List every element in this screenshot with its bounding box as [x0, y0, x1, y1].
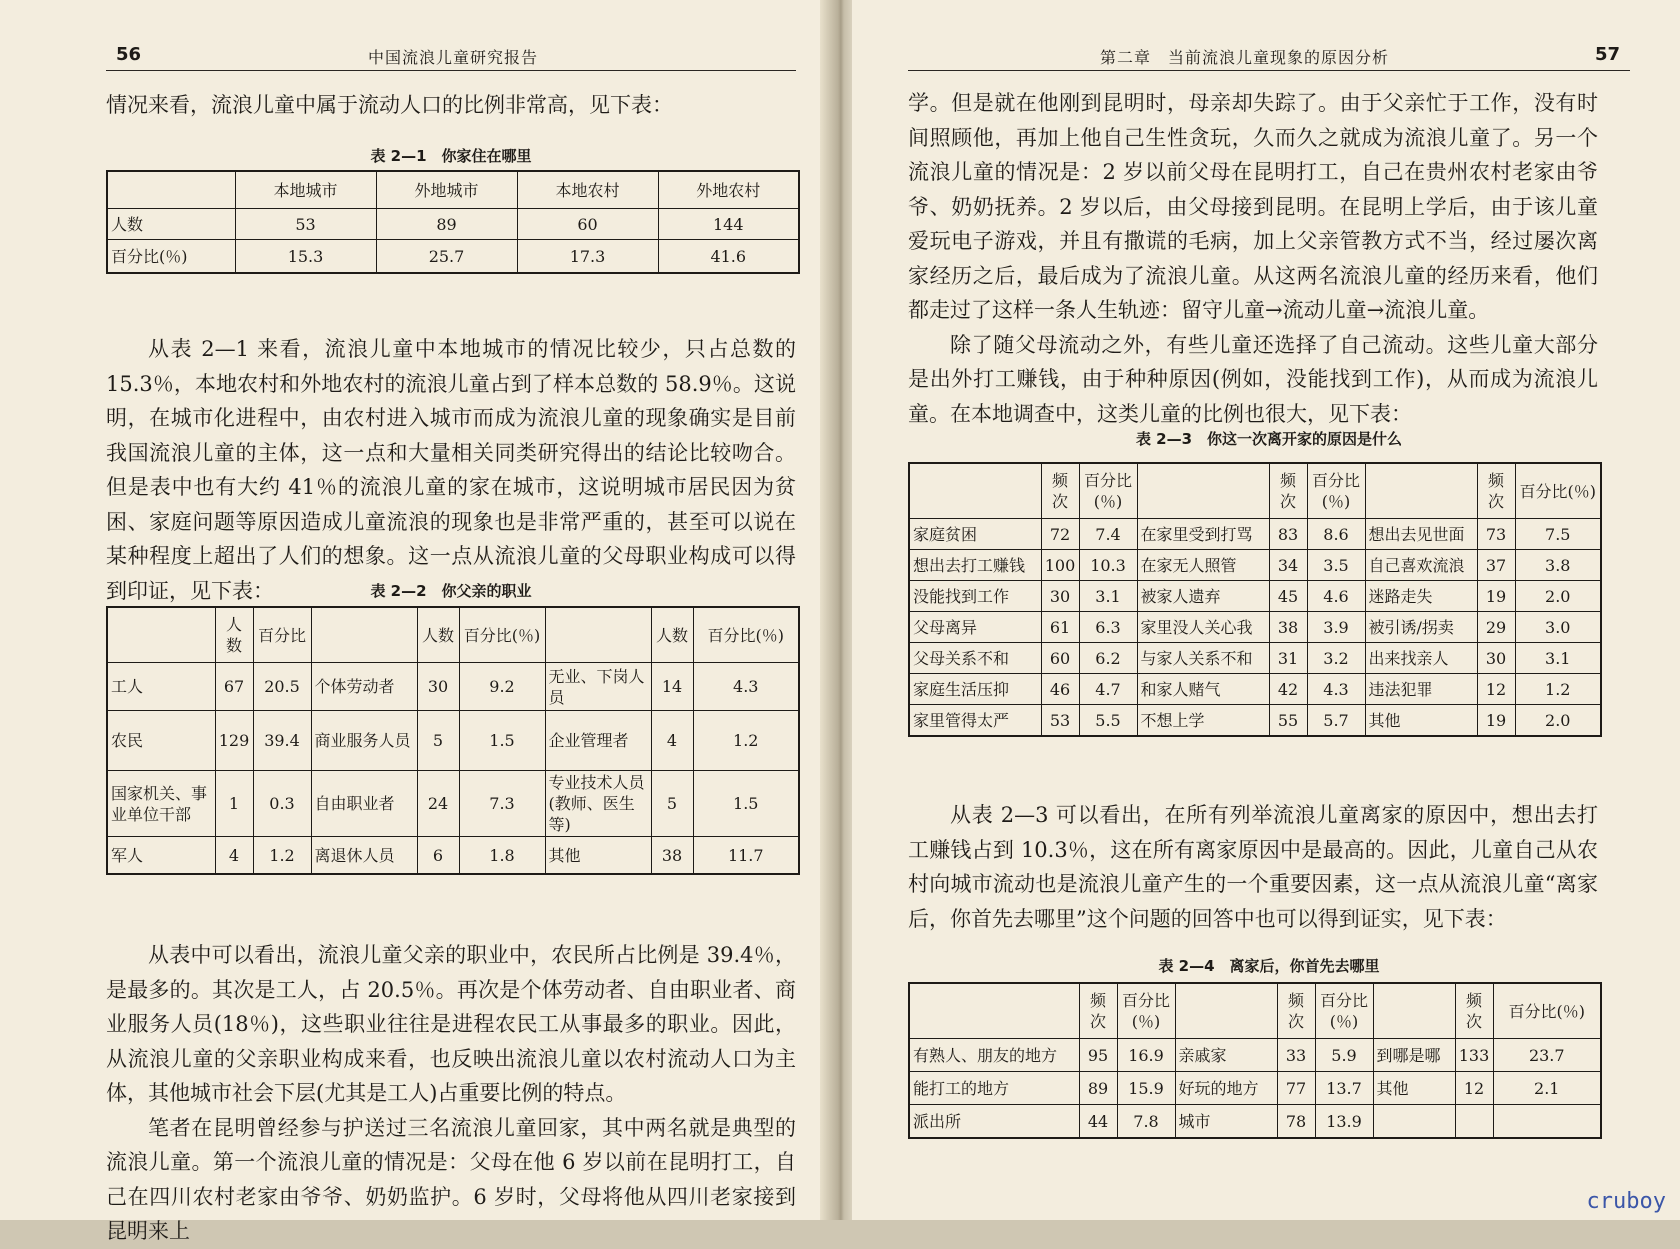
- table-caption: 表 2—1 你家住在哪里: [370, 147, 532, 165]
- table-cell: 父母关系不和: [909, 643, 1041, 674]
- table-row: [909, 674, 1601, 705]
- table-cell: 89: [1079, 1072, 1117, 1105]
- table-cell: 亲戚家: [1175, 1039, 1277, 1072]
- table-cell: 被家人遗弃: [1137, 581, 1269, 612]
- header-cell: [545, 607, 651, 663]
- header-cell: [909, 983, 1079, 1039]
- table-cell: 19: [1477, 705, 1515, 737]
- table-cell: 4.3: [1307, 674, 1365, 705]
- header-cell: [909, 463, 1041, 519]
- table-cell: 1.2: [1515, 674, 1601, 705]
- table-cell: 7.8: [1117, 1105, 1175, 1139]
- header-cell: [107, 607, 215, 663]
- table-cell: 家庭生活压抑: [909, 674, 1041, 705]
- running-title: 第二章 当前流浪儿童现象的原因分析: [1100, 48, 1390, 67]
- table-cell: 个体劳动者: [311, 663, 417, 711]
- table-cell: 人数: [107, 209, 235, 240]
- table-cell: 工人: [107, 663, 215, 711]
- table-cell: 14: [651, 663, 693, 711]
- table-cell: 3.2: [1307, 643, 1365, 674]
- table-caption: 表 2—3 你这一次离开家的原因是什么: [1135, 430, 1403, 448]
- table-caption: 表 2—2 你父亲的职业: [370, 582, 532, 600]
- header-cell: 百分比(％): [459, 607, 545, 663]
- table-cell: 38: [651, 837, 693, 875]
- table-cell: 13.9: [1315, 1105, 1373, 1139]
- table-row: [107, 209, 799, 240]
- table-cell: 国家机关、事业单位干部: [107, 771, 215, 837]
- header-cell: 频次: [1277, 983, 1315, 1039]
- table-row: [909, 519, 1601, 550]
- table-cell: 83: [1269, 519, 1307, 550]
- right-page: [852, 0, 1680, 1220]
- watermark-text: cruboy: [1586, 1189, 1666, 1214]
- table-cell: 无业、下岗人员: [545, 663, 651, 711]
- table-cell: 离退休人员: [311, 837, 417, 875]
- table-header-row: [909, 983, 1601, 1039]
- table-leaving-reason: [908, 462, 1602, 737]
- table-cell: 15.9: [1117, 1072, 1175, 1105]
- header-cell: 人数: [651, 607, 693, 663]
- table-cell: 31: [1269, 643, 1307, 674]
- table-row: [107, 711, 799, 771]
- table-cell: 7.5: [1515, 519, 1601, 550]
- table-cell: 3.5: [1307, 550, 1365, 581]
- table-cell: 出来找亲人: [1365, 643, 1477, 674]
- table-cell: 农民: [107, 711, 215, 771]
- table-cell: 42: [1269, 674, 1307, 705]
- table-cell: 4: [215, 837, 253, 875]
- table-cell: 能打工的地方: [909, 1072, 1079, 1105]
- table-cell: 129: [215, 711, 253, 771]
- table-cell: 17.3: [517, 240, 658, 274]
- table-cell: 违法犯罪: [1365, 674, 1477, 705]
- table-cell: 73: [1477, 519, 1515, 550]
- table-cell: 与家人关系不和: [1137, 643, 1269, 674]
- table-cell: 6: [417, 837, 459, 875]
- table-row: [909, 1072, 1601, 1105]
- table-cell: 100: [1041, 550, 1079, 581]
- table-cell: 39.4: [253, 711, 311, 771]
- table-row: [909, 581, 1601, 612]
- table-cell: 60: [517, 209, 658, 240]
- table-cell: 11.7: [693, 837, 799, 875]
- table-cell: [1493, 1105, 1601, 1139]
- table-cell: 16.9: [1117, 1039, 1175, 1072]
- table-cell: 家里没人关心我: [1137, 612, 1269, 643]
- table-cell: 到哪是哪: [1373, 1039, 1455, 1072]
- table-header-row: [107, 607, 799, 663]
- table-cell: 37: [1477, 550, 1515, 581]
- header-cell: 百分比(％): [1117, 983, 1175, 1039]
- table-cell: 5.5: [1079, 705, 1137, 737]
- header-cell: 外地城市: [376, 171, 517, 209]
- table-cell: 家里管得太严: [909, 705, 1041, 737]
- table-cell: 30: [417, 663, 459, 711]
- table-cell: 24: [417, 771, 459, 837]
- table-cell: 不想上学: [1137, 705, 1269, 737]
- paragraph: 学。但是就在他刚到昆明时，母亲却失踪了。由于父亲忙于工作，没有时间照顾他，再加上他自己生性贪玩，久而久之就成为流浪儿童了。另一个流浪儿童的情况是：2 岁以前父母在昆明打工，自己在贵州农村老家由爷爷、奶奶抚养。2 岁以后，由父母接到昆明。在昆明上学后，由于该儿童爱玩电子游戏，并且有撒谎的毛病，加上父亲管教方式不当，经过屡次离家经历之后，最后成为了流浪儿童。从这两名流浪儿童的经历来看，他们都走过了这样一条人生轨迹：留守儿童→流动儿童→流浪儿童。 除了随父母流动之外，有些儿童还选择了自己流动。这些儿童大部分是出外打工赚钱，由于种种原因(例如，没能找到工作)，从而成为流浪儿童。在本地调查中，这类儿童的比例也很大，见下表：: [908, 91, 1598, 426]
- table-cell: 1: [215, 771, 253, 837]
- table-cell: 军人: [107, 837, 215, 875]
- header-cell: [1175, 983, 1277, 1039]
- table-cell: 1.2: [253, 837, 311, 875]
- table-row: [909, 643, 1601, 674]
- table-cell: 4: [651, 711, 693, 771]
- table-row: [909, 550, 1601, 581]
- table-cell: 百分比(％): [107, 240, 235, 274]
- table-cell: 53: [1041, 705, 1079, 737]
- page-number: 57: [1594, 44, 1620, 65]
- table-cell: 有熟人、朋友的地方: [909, 1039, 1079, 1072]
- table-cell: 3.0: [1515, 612, 1601, 643]
- table-cell: 想出去打工赚钱: [909, 550, 1041, 581]
- table-cell: 1.8: [459, 837, 545, 875]
- table-cell: 13.7: [1315, 1072, 1373, 1105]
- table-cell: 60: [1041, 643, 1079, 674]
- table-cell: 3.1: [1079, 581, 1137, 612]
- table-cell: 3.8: [1515, 550, 1601, 581]
- table-cell: 38: [1269, 612, 1307, 643]
- table-cell: 25.7: [376, 240, 517, 274]
- table-cell: 15.3: [235, 240, 376, 274]
- header-cell: 百分比(％): [1315, 983, 1373, 1039]
- table-cell: 5: [417, 711, 459, 771]
- table-cell: 4.6: [1307, 581, 1365, 612]
- table-cell: 自己喜欢流浪: [1365, 550, 1477, 581]
- table-cell: 迷路走失: [1365, 581, 1477, 612]
- table-cell: 好玩的地方: [1175, 1072, 1277, 1105]
- table-cell: 34: [1269, 550, 1307, 581]
- right-page-header: [908, 34, 1630, 71]
- table-cell: 5.7: [1307, 705, 1365, 737]
- table-cell: [1455, 1105, 1493, 1139]
- table-cell: 33: [1277, 1039, 1315, 1072]
- header-cell: [107, 171, 235, 209]
- table-cell: 30: [1041, 581, 1079, 612]
- table-cell: 2.0: [1515, 581, 1601, 612]
- table-cell: 3.9: [1307, 612, 1365, 643]
- table-cell: 家庭贫困: [909, 519, 1041, 550]
- table-cell: 19: [1477, 581, 1515, 612]
- table-cell: 3.1: [1515, 643, 1601, 674]
- header-cell: 百分比(％): [1307, 463, 1365, 519]
- table-cell: 4.3: [693, 663, 799, 711]
- header-cell: [1365, 463, 1477, 519]
- header-cell: [311, 607, 417, 663]
- header-cell: [1137, 463, 1269, 519]
- table-cell: 1.5: [459, 711, 545, 771]
- header-cell: 频次: [1455, 983, 1493, 1039]
- table-row: [909, 612, 1601, 643]
- header-cell: 百分比(％): [693, 607, 799, 663]
- table-cell: 商业服务人员: [311, 711, 417, 771]
- header-cell: 频次: [1477, 463, 1515, 519]
- table-cell: 想出去见世面: [1365, 519, 1477, 550]
- table-cell: 派出所: [909, 1105, 1079, 1139]
- paragraph: 从表中可以看出，流浪儿童父亲的职业中，农民所占比例是 39.4％，是最多的。其次是工人，占 20.5％。再次是个体劳动者、自由职业者、商业服务人员(18％)，这些职业往往是进程农民工从事最多的职业。因此，从流浪儿童的父亲职业构成来看，也反映出流浪儿童以农村流动人口为主体，其他城市社会下层(尤其是工人)占重要比例的特点。 笔者在昆明曾经参与护送过三名流浪儿童回家，其中两名就是典型的流浪儿童。第一个流浪儿童的情况是：父母在他 6 岁以前在昆明打工，自己在四川农村老家由爷爷、奶奶监护。6 岁时，父母将他从四川老家接到昆明来上: [106, 943, 796, 1243]
- table-cell: 1.5: [693, 771, 799, 837]
- table-first-destination: [908, 982, 1602, 1139]
- table-cell: 6.3: [1079, 612, 1137, 643]
- table-cell: 144: [658, 209, 799, 240]
- table-cell: 5: [651, 771, 693, 837]
- table-cell: 12: [1455, 1072, 1493, 1105]
- intro-paragraph: 情况来看，流浪儿童中属于流动人口的比例非常高，见下表：: [106, 93, 673, 117]
- table-residence: [106, 170, 800, 274]
- table-cell: 67: [215, 663, 253, 711]
- table-cell: 和家人赌气: [1137, 674, 1269, 705]
- table-cell: 77: [1277, 1072, 1315, 1105]
- table-cell: 没能找到工作: [909, 581, 1041, 612]
- table-cell: 2.0: [1515, 705, 1601, 737]
- table-row: [107, 240, 799, 274]
- table-header-row: [909, 463, 1601, 519]
- header-cell: 百分比(％): [1515, 463, 1601, 519]
- table-cell: 89: [376, 209, 517, 240]
- table-cell: 29: [1477, 612, 1515, 643]
- table-row: [107, 837, 799, 875]
- table-cell: 9.2: [459, 663, 545, 711]
- left-page-header: [106, 34, 796, 71]
- header-cell: 百分比(％): [1079, 463, 1137, 519]
- table-cell: 23.7: [1493, 1039, 1601, 1072]
- table-cell: 45: [1269, 581, 1307, 612]
- table-cell: 20.5: [253, 663, 311, 711]
- header-cell: 外地农村: [658, 171, 799, 209]
- header-cell: 人数: [417, 607, 459, 663]
- table-cell: 95: [1079, 1039, 1117, 1072]
- table-cell: 61: [1041, 612, 1079, 643]
- table-row: [107, 663, 799, 711]
- table-cell: 12: [1477, 674, 1515, 705]
- table-cell: 在家无人照管: [1137, 550, 1269, 581]
- table-cell: 其他: [1365, 705, 1477, 737]
- table-cell: 7.4: [1079, 519, 1137, 550]
- header-cell: 频次: [1269, 463, 1307, 519]
- header-cell: 频次: [1079, 983, 1117, 1039]
- header-cell: 百分比: [253, 607, 311, 663]
- table-cell: 8.6: [1307, 519, 1365, 550]
- table-cell: 被引诱/拐卖: [1365, 612, 1477, 643]
- table-cell: 5.9: [1315, 1039, 1373, 1072]
- table-cell: 53: [235, 209, 376, 240]
- table-cell: 1.2: [693, 711, 799, 771]
- page-number: 56: [116, 44, 142, 65]
- table-cell: 2.1: [1493, 1072, 1601, 1105]
- table-cell: 30: [1477, 643, 1515, 674]
- table-cell: 0.3: [253, 771, 311, 837]
- table-father-occupation: [106, 606, 800, 875]
- header-cell: 本地农村: [517, 171, 658, 209]
- table-row: [909, 705, 1601, 737]
- paragraph: 从表 2—1 来看，流浪儿童中本地城市的情况比较少，只占总数的 15.3％，本地农村和外地农村的流浪儿童占到了样本总数的 58.9％。这说明，在城市化进程中，由农村进入城市而成为流浪儿童的现象确实是目前我国流浪儿童的主体，这一点和大量相关同类研究得出的结论比较吻合。但是表中也有大约 41％的流浪儿童的家在城市，这说明城市居民因为贫困、家庭问题等原因造成儿童流浪的现象也是非常严重的，甚至可以说在某种程度上超出了人们的想象。这一点从流浪儿童的父母职业构成可以得到印证，见下表：: [106, 337, 796, 603]
- table-cell: 在家里受到打骂: [1137, 519, 1269, 550]
- running-title: 中国流浪儿童研究报告: [368, 48, 539, 67]
- table-cell: 46: [1041, 674, 1079, 705]
- table-cell: 55: [1269, 705, 1307, 737]
- table-cell: [1373, 1105, 1455, 1139]
- table-cell: 其他: [1373, 1072, 1455, 1105]
- table-cell: 7.3: [459, 771, 545, 837]
- table-cell: 自由职业者: [311, 771, 417, 837]
- header-cell: 百分比(％): [1493, 983, 1601, 1039]
- table-cell: 78: [1277, 1105, 1315, 1139]
- header-cell: [1373, 983, 1455, 1039]
- table-cell: 41.6: [658, 240, 799, 274]
- table-cell: 父母离异: [909, 612, 1041, 643]
- table-cell: 133: [1455, 1039, 1493, 1072]
- header-cell: 人数: [215, 607, 253, 663]
- header-cell: 频次: [1041, 463, 1079, 519]
- paragraph: 从表 2—3 可以看出，在所有列举流浪儿童离家的原因中，想出去打工赚钱占到 10.3％，这在所有离家原因中是最高的。因此，儿童自己从农村向城市流动也是流浪儿童产生的一个重要因素，这一点从流浪儿童“离家后，你首先去哪里”这个问题的回答中也可以得到证实，见下表：: [908, 803, 1598, 931]
- table-cell: 4.7: [1079, 674, 1137, 705]
- table-row: [909, 1039, 1601, 1072]
- table-row: [107, 771, 799, 837]
- table-cell: 专业技术人员(教师、医生等): [545, 771, 651, 837]
- table-cell: 其他: [545, 837, 651, 875]
- table-cell: 6.2: [1079, 643, 1137, 674]
- table-row: [909, 1105, 1601, 1139]
- table-cell: 72: [1041, 519, 1079, 550]
- table-cell: 企业管理者: [545, 711, 651, 771]
- left-page: [0, 0, 828, 1243]
- table-header-row: [107, 171, 799, 209]
- table-cell: 44: [1079, 1105, 1117, 1139]
- header-cell: 本地城市: [235, 171, 376, 209]
- table-caption: 表 2—4 离家后，你首先去哪里: [1158, 957, 1380, 975]
- table-cell: 城市: [1175, 1105, 1277, 1139]
- table-cell: 10.3: [1079, 550, 1137, 581]
